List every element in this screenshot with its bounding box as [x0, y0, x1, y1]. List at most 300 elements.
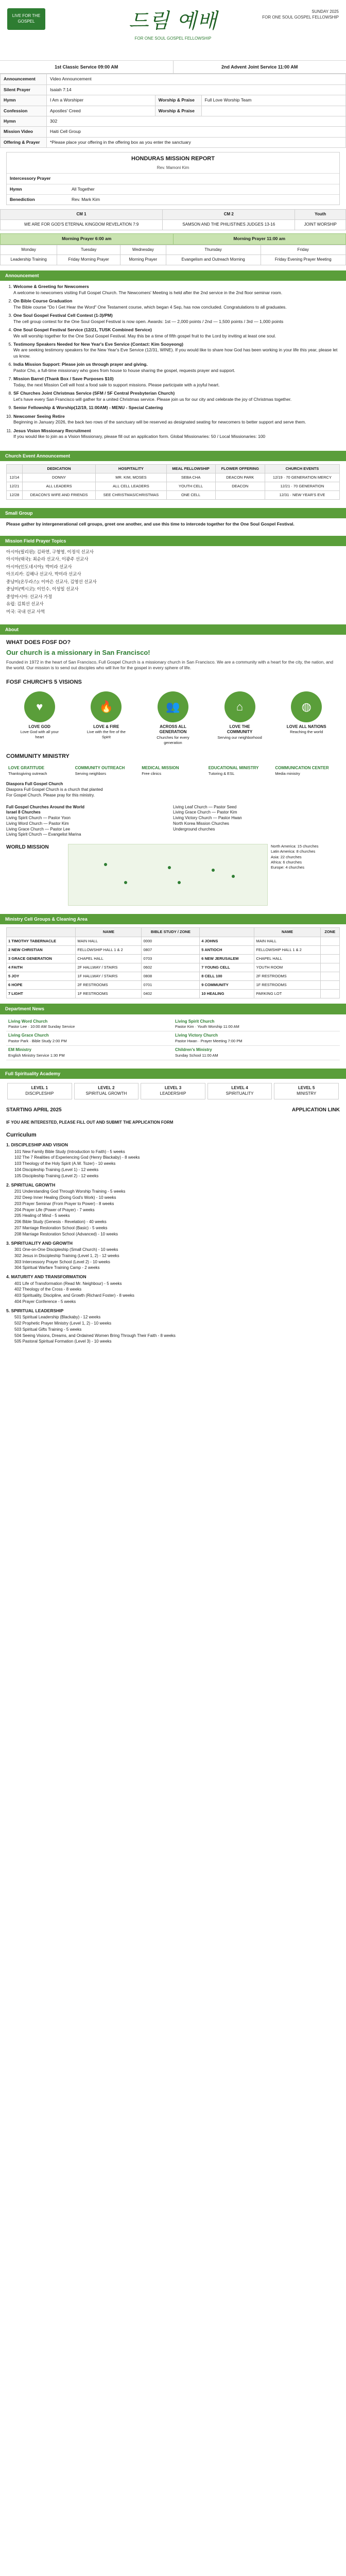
curriculum-course: 503 Spiritual Gifts Training - 5 weeks: [14, 1327, 82, 1332]
map-pin: [124, 881, 127, 884]
prayer-schedule-table: [0, 245, 346, 266]
events-cell: ONE CELL: [166, 491, 215, 500]
map-pin: [104, 863, 107, 866]
mission-prayer-item: 유럽: 김희선 선교사: [6, 601, 44, 607]
world-legend-item: Latin America: 8 churches: [271, 849, 316, 854]
ministry-cell: 8 CELL 100: [200, 972, 254, 981]
announcement-title: 8. SF Churches Joint Christmas Service (SFM / SF Central Presbyterian Church): [13, 391, 175, 396]
announcement-item: [13, 284, 340, 296]
curriculum-course: 403 Spirituality, Discipline, and Growth (Richard Foster) - 8 weeks: [14, 1293, 134, 1298]
ministry-cell: 5 ANTIOCH: [200, 945, 254, 954]
team-line: Living Spirit Church — Evangelist Marina: [6, 832, 81, 837]
service-right: 2nd Advent Joint Service 11:00 AM: [173, 61, 346, 73]
service-times: [0, 61, 346, 74]
mission-prayer-item: 중남미(온두라스): 이마은 선교사, 김영선 선교사: [6, 579, 97, 584]
order-row: [1, 137, 346, 147]
ministry-row: [7, 963, 340, 972]
vision-item: [284, 691, 329, 746]
order-value: Haiti Cell Group: [47, 127, 346, 137]
department-desc: Pastor Kim · Youth Worship 11:00 AM: [175, 1024, 239, 1029]
prayer-title: Friday Evening Prayer Meeting: [261, 255, 345, 265]
curriculum-course: 205 Healing of Mind - 5 weeks: [14, 1213, 70, 1218]
mission-row-value: Rev. Mark Kim: [68, 195, 339, 205]
order-row: [1, 116, 346, 127]
events-cell: DEACON'S WIFE AND FRIENDS: [22, 491, 95, 500]
announcement-title: 4. One Soul Gospel Festival Service (12/21, TUSK Combined Service): [13, 327, 152, 333]
section-departments: Department News: [0, 1004, 346, 1014]
diaspora-title: Diaspora Full Gospel Church: [6, 782, 63, 787]
flame-icon: 🔥: [91, 691, 122, 722]
community-item: [6, 765, 73, 777]
events-cell: 12/28: [7, 491, 23, 500]
script-title: 드림 예배: [128, 9, 218, 33]
ministry-cell: YOUTH ROOM: [254, 963, 320, 972]
team-line: Living Word Church — Pastor Kim: [6, 821, 69, 826]
vision-item: [217, 691, 263, 746]
map-pin: [232, 875, 235, 878]
curriculum-course: 203 Prayer Seminar (From Prayer to Power) - 8 weeks: [14, 1201, 114, 1206]
mission-title: HONDURAS MISSION REPORT: [131, 156, 215, 162]
curriculum-course: 301 One-on-One Discipleship (Small Church) - 10 weeks: [14, 1247, 118, 1252]
department-item: [173, 1031, 340, 1046]
department-desc: Sunday School 11:00 AM: [175, 1053, 218, 1058]
world-churches-col-2: [173, 805, 340, 838]
order-extra-label: Worship & Praise: [155, 106, 201, 116]
apply-note: IF YOU ARE INTERESTED, PLEASE FILL OUT AND SUBMIT THE APPLICATION FORM: [6, 1120, 174, 1125]
church-badge: LIVE FOR THE GOSPEL: [7, 8, 45, 30]
curriculum-course: 302 Jesus in Discipleship Training (Level 1, 2) - 12 weeks: [14, 1253, 119, 1258]
events-row: [7, 473, 340, 482]
ministry-cell: 6 NEW JERUSALEM: [200, 954, 254, 963]
academy-levels: [0, 1079, 346, 1104]
morning-prayer-left: Morning Prayer 6:00 am: [0, 233, 174, 244]
ministry-cell: 2F HALLWAY / STAIRS: [76, 963, 142, 972]
vision-title: LOVE & FIRE: [93, 724, 119, 729]
order-label: Hymn: [1, 95, 47, 106]
ministry-cell: 5 JOY: [7, 972, 76, 981]
world-legend: [268, 844, 340, 906]
bulletin-header: [0, 0, 346, 61]
order-row: [1, 84, 346, 95]
events-cell: 12/19 · 70 GENERATION MERCY: [265, 473, 339, 482]
vision-title: LOVE ALL NATIONS: [286, 724, 326, 729]
community-item: [73, 765, 140, 777]
ministry-cell: 1F HALLWAY / STAIRS: [76, 972, 142, 981]
events-cell: 12/31 · NEW YEAR'S EVE: [265, 491, 339, 500]
events-header: DEDICATION: [22, 464, 95, 473]
events-header: HOSPITALITY: [96, 464, 166, 473]
vision-item: [83, 691, 129, 746]
ministry-cell: [320, 945, 339, 954]
events-cell: DEACON PARK: [215, 473, 265, 482]
heart-icon: ♥: [24, 691, 55, 722]
mission-row: [7, 184, 339, 194]
section-about: About: [0, 624, 346, 635]
cm-header: Youth: [295, 210, 346, 220]
team-line: Underground churches: [173, 826, 215, 832]
department-desc: Pastor Hwan · Prayer Meeting 7:00 PM: [175, 1039, 243, 1044]
ministry-cell: 2 NEW CHRISTIAN: [7, 945, 76, 954]
ministry-cell: 0701: [142, 981, 200, 990]
community-item-title: COMMUNICATION CENTER: [275, 766, 329, 771]
curriculum-course: 504 Seeing Visions, Dreams, and Ordained Women Bring Through Their Faith - 8 weeks: [14, 1333, 176, 1338]
church-logo: [103, 7, 243, 42]
community-item-desc: Tutoring & ESL: [208, 771, 235, 776]
department-item: [173, 1046, 340, 1060]
curriculum-course: 202 Deep Inner Healing (Doing God's Work) - 10 weeks: [14, 1195, 116, 1200]
announcement-detail: We will worship together for the One Soul Gospel Festival. May this be a time of fifth gospel fruit to the Lord by inviting at least one soul.: [13, 333, 276, 338]
academy-level-title: LEVEL 5: [298, 1086, 315, 1091]
community-item: [206, 765, 273, 777]
ministry-cell: 1F RESTROOMS: [76, 990, 142, 998]
events-cell: MR. KIM, MOSES: [96, 473, 166, 482]
announcement-detail: The cell group contest for the One Soul Gospel Festival is now open. Awards: 1st — 2,000 points / 2nd — 1,500 points / 3rd — 1,000 points: [13, 318, 284, 324]
curriculum-course: 208 Marriage Restoration School (Advanced) - 10 weeks: [14, 1231, 118, 1236]
ministry-cell: [320, 990, 339, 998]
academy-level-title: LEVEL 1: [31, 1086, 48, 1091]
academy-level-name: SPIRITUALITY: [226, 1091, 254, 1096]
announcement-title: 7. Mission Barrel (Thank Box / Save Purposes $10): [13, 376, 114, 382]
ministry-cell: 0602: [142, 963, 200, 972]
curriculum-category: 4. MATURITY AND TRANSFORMATION: [6, 1274, 86, 1280]
ministry-cell: 3 GRACE GENERATION: [7, 954, 76, 963]
children-ministry-table: [0, 209, 346, 230]
mission-row-label: Benediction: [7, 195, 68, 205]
community-item: [273, 765, 340, 777]
department-title: Children's Ministry: [175, 1047, 212, 1053]
mission-prayer-item: 아시아(태국): 최순라 선교사, 이광주 선교사: [6, 556, 89, 562]
department-title: Living Spirit Church: [175, 1019, 215, 1024]
curriculum-category: 1. DISCIPLESHIP AND VISION: [6, 1142, 68, 1148]
announcement-detail: A welcome to newcomers visiting Full Gospel Church. The Newcomers' Meeting is held after the 2nd service in the 2nd floor seminar room.: [13, 290, 283, 295]
prayer-title: Morning Prayer: [120, 255, 166, 265]
order-label: Mission Video: [1, 127, 47, 137]
ministry-cell: PARKING LOT: [254, 990, 320, 998]
announcement-title: 1. Welcome & Greeting for Newcomers: [13, 284, 89, 290]
diaspora-line: For Gospel Church. Please pray for this ministry.: [6, 792, 95, 798]
team-line: Living Grace Church — Pastor Lee: [6, 826, 71, 832]
team-line: North Korea Mission Churches: [173, 821, 229, 826]
ministry-cell: 0807: [142, 945, 200, 954]
announcement-detail: Today, the next Mission Cell will host a food sale to support missions. Please participate with a joyful heart.: [13, 382, 220, 387]
world-churches-block: [0, 802, 346, 841]
events-cell: DONNY: [22, 473, 95, 482]
mission-prayer-item: 중앙아시아: 선교사 가정: [6, 594, 53, 599]
prayer-title: Evangelism and Outreach Morning: [166, 255, 261, 265]
prayer-day: Monday: [1, 245, 57, 255]
service-left: 1st Classic Service 09:00 AM: [55, 64, 118, 70]
prayer-title: Leadership Training: [1, 255, 57, 265]
ministry-cell: 6 HOPE: [7, 981, 76, 990]
world-legend-item: Europe: 4 churches: [271, 865, 305, 870]
header-date: SUNDAY 2025: [312, 9, 339, 14]
prayer-day: Friday: [261, 245, 345, 255]
events-row: [7, 482, 340, 490]
vision-title: LOVE THE COMMUNITY: [227, 724, 253, 735]
globe-icon: ◍: [291, 691, 322, 722]
curriculum-course: 204 Prayer Life (Power of Prayer) - 7 weeks: [14, 1207, 95, 1212]
prayer-day: Tuesday: [57, 245, 120, 255]
ministry-cell: MAIN HALL: [76, 937, 142, 945]
ministry-cell: [320, 937, 339, 945]
order-row: [1, 95, 346, 106]
world-map: [68, 844, 268, 906]
ministry-cell: CHAPEL HALL: [254, 954, 320, 963]
order-value: 302: [47, 116, 346, 127]
announcement-title: 10. Newcomer Seeing Retire: [13, 413, 65, 419]
about-block: [0, 635, 346, 675]
visions-title: FOSF CHURCH'S 5 VISIONS: [6, 679, 82, 685]
section-academy: Full Spirituality Academy: [0, 1069, 346, 1079]
apply-start: STARTING APRIL 2025: [6, 1107, 62, 1113]
curriculum-course: 401 Life of Transformation (Read Mr. Neighbour) - 5 weeks: [14, 1281, 122, 1286]
ministry-cell: FELLOWSHIP HALL 1 & 2: [254, 945, 320, 954]
apply-row: [0, 1104, 346, 1117]
mission-prayer-list: [0, 546, 346, 619]
academy-level-name: MINISTRY: [297, 1091, 317, 1096]
community-item-desc: Thanksgiving outreach: [8, 771, 47, 776]
department-desc: Pastor Park · Bible Study 2:00 PM: [8, 1039, 67, 1044]
announcement-title: 6. India Mission Support: Please join us through prayer and giving.: [13, 362, 148, 367]
ministry-header: ZONE: [320, 928, 339, 937]
academy-level-name: LEADERSHIP: [160, 1091, 186, 1096]
morning-prayer-band: [0, 233, 346, 244]
order-label: Confession: [1, 106, 47, 116]
people-icon: 👥: [158, 691, 188, 722]
section-ministry-cells: Ministry Cell Groups & Cleaning Area: [0, 914, 346, 924]
map-pin: [212, 869, 215, 872]
mission-prayer-item: 아시아(인도네시아): 박미라 선교사: [6, 564, 72, 569]
events-cell: ALL CELL LEADERS: [96, 482, 166, 490]
events-header: MEAL FELLOWSHIP: [166, 464, 215, 473]
ministry-cell: FELLOWSHIP HALL 1 & 2: [76, 945, 142, 954]
order-row: [1, 74, 346, 84]
announcement-item: [13, 414, 340, 426]
prayer-day: Wednesday: [120, 245, 166, 255]
academy-level: [274, 1083, 339, 1099]
department-item: [6, 1046, 173, 1060]
department-title: Living Word Church: [8, 1019, 48, 1024]
curriculum-course: 502 Prophetic Prayer Ministry (Level 1, 2) - 10 weeks: [14, 1321, 112, 1326]
curriculum-course: 103 Theology of the Holy Spirit (A.W. Tozer) - 10 weeks: [14, 1161, 116, 1166]
ministry-cell: [320, 972, 339, 981]
academy-level-title: LEVEL 2: [98, 1086, 115, 1091]
mission-row: [7, 195, 339, 205]
announcement-item: [13, 428, 340, 440]
vision-title: LOVE GOD: [28, 724, 50, 729]
ministry-cell: 2F RESTROOMS: [254, 972, 320, 981]
worship-order-table: [0, 74, 346, 148]
ministry-cell: 1 TIMOTHY TABERNACLE: [7, 937, 76, 945]
vision-desc: Love God with all your heart: [20, 730, 59, 740]
ministry-cell: 1F RESTROOMS: [254, 981, 320, 990]
curriculum-category: 2. SPIRITUAL GROWTH: [6, 1182, 56, 1188]
academy-level: [7, 1083, 72, 1099]
section-church-events: Church Event Announcement: [0, 451, 346, 461]
announcement-item: [13, 405, 340, 411]
visions-row: [0, 689, 346, 750]
academy-level-title: LEVEL 3: [164, 1086, 182, 1091]
announcement-item: [13, 327, 340, 339]
ministry-cell: [320, 981, 339, 990]
academy-level: [74, 1083, 139, 1099]
announcement-title: 5. Testimony Speakers Needed for New Year's Eve Service (Contact: Kim Sooyeong): [13, 342, 184, 347]
announcement-detail: The Bible course "Do I Get Hear the Word" One Testament course, which began 4 Sep, has now concluded. Congratulations to all graduates.: [13, 304, 287, 310]
vision-desc: Reaching the world: [290, 730, 323, 735]
map-pin: [168, 866, 171, 869]
announcement-detail: Pastor Cho, a full-time missionary who goes from house to house sharing the gospel, requests prayer and support.: [13, 367, 235, 373]
department-item: [6, 1031, 173, 1046]
ministry-cell: 4 JOHNS: [200, 937, 254, 945]
about-headline: Our church is a missionary in San Francisco!: [6, 649, 150, 657]
curriculum-course: 201 Understanding God Through Worship Training - 5 weeks: [14, 1189, 126, 1194]
announcement-item: [13, 391, 340, 402]
mission-row-value: [68, 174, 339, 184]
team-line: Living Spirit Church — Pastor Yoon: [6, 816, 71, 821]
events-header: [7, 464, 23, 473]
order-extra-label: Worship & Praise: [155, 95, 201, 106]
curriculum-course: 304 Spiritual Warfare Training Camp - 2 weeks: [14, 1265, 100, 1270]
vision-desc: Serving our neighborhood: [217, 735, 262, 740]
order-extra-value: [201, 106, 345, 116]
ministry-cell: 2F RESTROOMS: [76, 981, 142, 990]
order-value: Video Announcement: [47, 74, 346, 84]
department-desc: English Ministry Service 1:30 PM: [8, 1053, 65, 1058]
department-desc: Pastor Lee · 10:00 AM Sunday Service: [8, 1024, 75, 1029]
ministry-cell: 0000: [142, 937, 200, 945]
order-label: Offering & Prayer: [1, 137, 47, 147]
mission-prayer-item: 중남미(멕시코): 이인수, 이성일 선교사: [6, 586, 79, 592]
department-grid: [0, 1014, 346, 1064]
events-cell: DEACON: [215, 482, 265, 490]
curriculum-category: 5. SPIRITUAL LEADERSHIP: [6, 1308, 64, 1313]
vision-desc: Churches for every generation: [157, 735, 189, 745]
ministry-row: [7, 954, 340, 963]
ministry-row: [7, 981, 340, 990]
curriculum-course: 102 The 7 Realities of Experiencing God (Henry Blackaby) - 8 weeks: [14, 1155, 140, 1160]
ministry-header: BIBLE STUDY / ZONE: [142, 928, 200, 937]
ministry-cell: 0808: [142, 972, 200, 981]
section-small-group: Small Group: [0, 508, 346, 518]
announcement-item: [13, 362, 340, 374]
events-cell: 12/21 · 70 GENERATION: [265, 482, 339, 490]
ministry-header: [200, 928, 254, 937]
order-row: [1, 106, 346, 116]
ministry-cell: [320, 963, 339, 972]
community-item-title: COMMUNITY OUTREACH: [75, 766, 125, 771]
announcement-detail: If you would like to join as a Vision Missionary, please fill out an application form. Global Missionaries: 50 / Local Missionaries: 100: [13, 434, 266, 439]
curriculum-category: 3. SPIRITUALITY AND GROWTH: [6, 1240, 73, 1246]
announcement-detail: We are seeking testimony speakers for the New Year's Eve Service (12/31, WINE). If you would like to share how God has been working in your life this year, please let us know.: [13, 347, 338, 359]
ministry-row: [7, 945, 340, 954]
curriculum-course: 101 New Family Bible Study (Introduction to Faith) - 5 weeks: [14, 1149, 125, 1154]
curriculum-course: 303 Intercessory Prayer School (Level 2) - 10 weeks: [14, 1259, 110, 1264]
announcement-item: [13, 298, 340, 310]
community-item-title: EDUCATIONAL MINISTRY: [208, 766, 259, 771]
department-title: EM Ministry: [8, 1047, 31, 1053]
ministry-header: [7, 928, 76, 937]
order-value: Apostles' Creed: [47, 106, 155, 116]
order-label: Hymn: [1, 116, 47, 127]
announcement-detail: Let's have every San Francisco will gather for a united Christmas service. Please join us for our city and celebrate the joy of Christmas together.: [13, 396, 292, 402]
events-table: [6, 464, 340, 500]
cm-cell: JOINT WORSHIP: [295, 220, 346, 230]
community-ministry-title: COMMUNITY MINISTRY: [6, 753, 70, 760]
section-announcement: Announcement: [0, 270, 346, 281]
prayer-title: Friday Morning Prayer: [57, 255, 120, 265]
community-item-desc: Free clinics: [142, 771, 162, 776]
about-paragraph: Founded in 1972 in the heart of San Francisco, Full Gospel Church is a missionary church in San Francisco. We are a community with a heart for the city, the nation, and the world. Our mission is to send out disciples who will live for the gospel in every sphere of life.: [6, 659, 334, 671]
mission-report: [6, 152, 340, 205]
curriculum-course: 104 Discipleship Training (Level 1) - 12 weeks: [14, 1167, 99, 1173]
department-title: Living Victory Church: [175, 1033, 218, 1038]
mission-row: [7, 174, 339, 184]
mission-row-value: All Together: [68, 184, 339, 194]
apply-link[interactable]: APPLICATION LINK: [291, 1107, 340, 1113]
header-church: FOR ONE SOUL GOSPEL FELLOWSHIP: [262, 14, 339, 20]
community-item-desc: Serving neighbors: [75, 771, 107, 776]
morning-prayer-right: Morning Prayer 11:00 am: [174, 233, 346, 244]
events-wrapper: [0, 461, 346, 503]
events-row: [7, 491, 340, 500]
mission-prayer-item: 미국: 국내 선교 사역: [6, 608, 45, 614]
ministry-cells-table: [6, 927, 340, 998]
curriculum-course: 207 Marriage Restoration School (Basic) - 5 weeks: [14, 1225, 108, 1230]
small-group-text: Please gather by intergenerational cell groups, greet one another, and use this time to intercede together for the One Soul Gospel Festival.: [6, 521, 295, 527]
section-mission-prayer: Mission Field Prayer Topics: [0, 536, 346, 546]
cm-row: [1, 220, 346, 230]
header-subtitle: FOR ONE SOUL GOSPEL FELLOWSHIP: [134, 36, 212, 41]
department-item: [173, 1018, 340, 1032]
events-header: FLOWER OFFERING: [215, 464, 265, 473]
academy-level: [207, 1083, 272, 1099]
events-cell: 12/21: [7, 482, 23, 490]
academy-level: [141, 1083, 205, 1099]
curriculum-title: Curriculum: [6, 1132, 37, 1139]
diaspora-line: Diaspora Full Gospel Church is a church that planted: [6, 787, 103, 792]
announcement-list: [0, 281, 346, 445]
academy-level-name: DISCIPLESHIP: [25, 1091, 54, 1096]
announcement-title: 3. One Soul Gospel Festival Cell Contest (1-3)/PM): [13, 313, 113, 318]
announcement-detail: Beginning in January 2026, the back two rows of the sanctuary will be reserved as designated seating for newcomers to better support and serve them.: [13, 419, 306, 425]
ministry-cell: MAIN HALL: [254, 937, 320, 945]
mission-subtitle: Rev. Mamoni Kim: [157, 165, 189, 171]
order-row: [1, 127, 346, 137]
mission-prayer-item: 아프리카: 김해나 선교사, 박미라 선교사: [6, 571, 81, 577]
curriculum-course: 206 Bible Study (Genesis - Revelation) - 40 weeks: [14, 1219, 107, 1225]
cm-cell: SAMSON AND THE PHILISTINES JUDGES 13-16: [163, 220, 295, 230]
events-cell: SEBA CHA: [166, 473, 215, 482]
order-value: Isaiah 7:14: [47, 84, 346, 95]
department-item: [6, 1018, 173, 1032]
world-churches-title: Full Gospel Churches Around the World: [6, 804, 85, 809]
ministry-cell: 0703: [142, 954, 200, 963]
announcement-item: [13, 313, 340, 325]
department-title: Living Grace Church: [8, 1033, 49, 1038]
order-value: I Am a Worshiper: [47, 95, 155, 106]
order-label: Silent Prayer: [1, 84, 47, 95]
curriculum-block: [0, 1128, 346, 1348]
curriculum-course: 105 Discipleship Training (Level 2) - 12 weeks: [14, 1173, 99, 1178]
curriculum-course: 505 Pastoral Spiritual Formation (Level 3) - 10 weeks: [14, 1339, 112, 1344]
cm-header: CM 1: [1, 210, 163, 220]
announcement-title: 9. Senior Fellowship & Worship(12/19, 11:00AM) - MENU - Special Catering: [13, 405, 163, 411]
ministry-cell: 9 COMMUNITY: [200, 981, 254, 990]
order-extra-value: Full Love Worship Team: [201, 95, 345, 106]
map-pin: [178, 881, 181, 884]
cm-header: CM 2: [163, 210, 295, 220]
mission-row-label: Intercessory Prayer: [7, 174, 68, 184]
